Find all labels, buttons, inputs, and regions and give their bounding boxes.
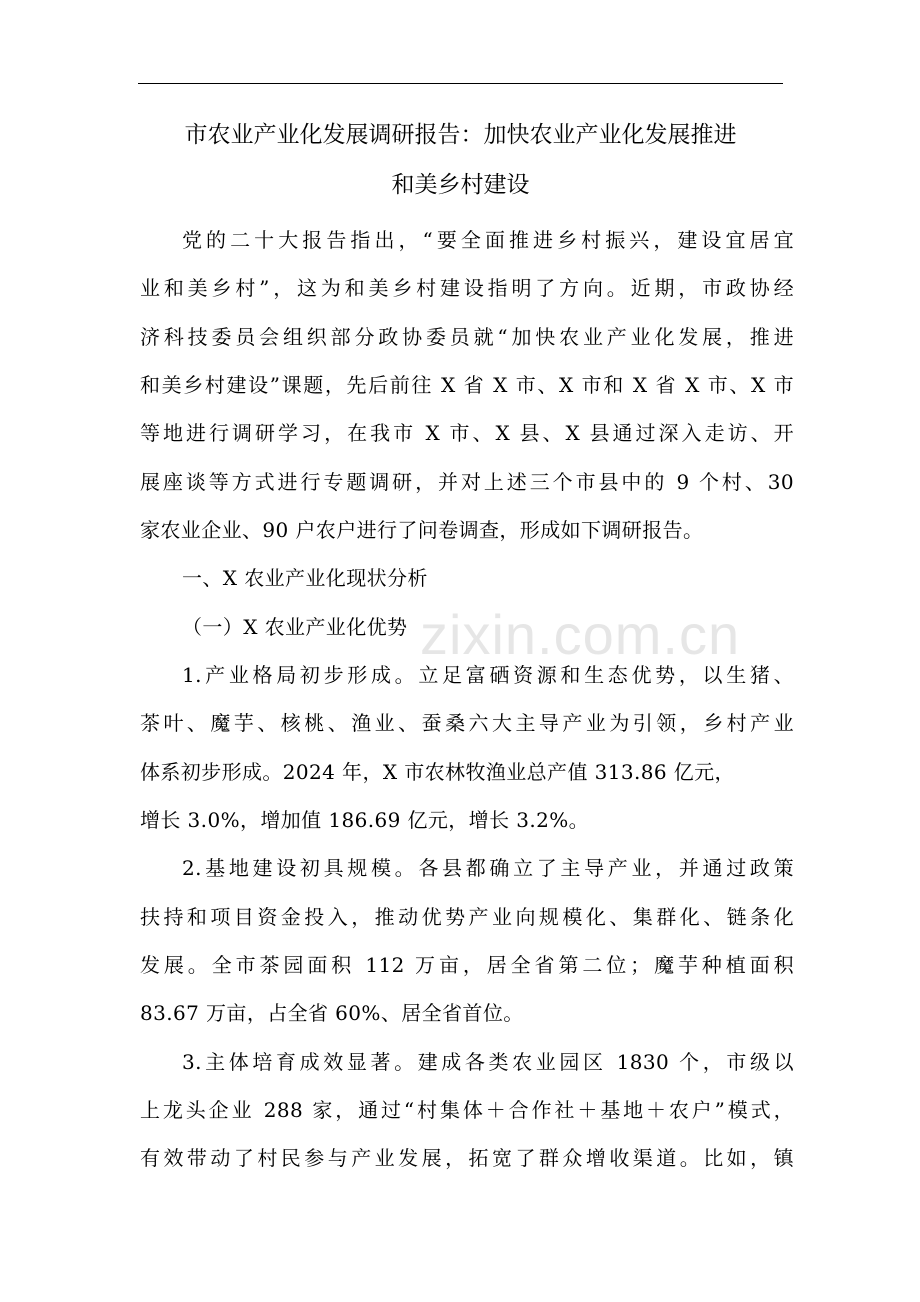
- paragraph-1-line-5: 等地进行调研学习，在我市 X 市、X 县、X 县通过深入走访、开: [140, 421, 794, 445]
- item-3-line-1: 3.主体培育成效显著。建成各类农业园区 1830 个，市级以: [182, 1050, 794, 1074]
- document-title-line-1: 市农业产业化发展调研报告：加快农业产业化发展推进: [184, 122, 737, 148]
- item-3-line-2: 上龙头企业 288 家，通过“村集体＋合作社＋基地＋农户”模式，: [140, 1098, 794, 1122]
- header-rule: [138, 83, 783, 84]
- paragraph-1-line-6: 展座谈等方式进行专题调研，并对上述三个市县中的 9 个村、30: [140, 470, 794, 494]
- item-2-line-3: 发展。全市茶园面积 112 万亩，居全省第二位；魔芋种植面积: [140, 953, 794, 977]
- item-1-line-3: 体系初步形成。2024 年，X 市农林牧渔业总产值 313.86 亿元，: [140, 760, 735, 784]
- watermark-text: zixin.com.cn: [420, 603, 741, 666]
- section-heading-1: 一、X 农业产业化现状分析: [182, 566, 428, 590]
- item-2-line-1: 2.基地建设初具规模。各县都确立了主导产业，并通过政策: [182, 856, 794, 880]
- document-title-line-2: 和美乡村建设: [391, 172, 530, 198]
- item-1-line-4: 增长 3.0%，增加值 186.69 亿元，增长 3.2%。: [140, 808, 590, 832]
- paragraph-1-line-2: 业和美乡村”，这为和美乡村建设指明了方向。近期，市政协经: [140, 276, 794, 300]
- item-2-line-4: 83.67 万亩，占全省 60%、居全省首位。: [140, 1001, 524, 1025]
- subsection-heading-1: （一）X 农业产业化优势: [182, 615, 408, 639]
- paragraph-1-line-1: 党的二十大报告指出，“要全面推进乡村振兴，建设宜居宜: [182, 228, 794, 252]
- paragraph-1-line-3: 济科技委员会组织部分政协委员就“加快农业产业化发展，推进: [140, 325, 794, 349]
- item-1-line-2: 茶叶、魔芋、核桃、渔业、蚕桑六大主导产业为引领，乡村产业: [140, 711, 794, 735]
- item-2-line-2: 扶持和项目资金投入，推动优势产业向规模化、集群化、链条化: [140, 905, 794, 929]
- paragraph-1-line-7: 家农业企业、90 户农户进行了问卷调查，形成如下调研报告。: [140, 518, 704, 542]
- item-3-line-3: 有效带动了村民参与产业发展，拓宽了群众增收渠道。比如，镇: [140, 1146, 794, 1170]
- item-1-line-1: 1.产业格局初步形成。立足富硒资源和生态优势，以生猪、: [182, 663, 794, 687]
- paragraph-1-line-4: 和美乡村建设”课题，先后前往 X 省 X 市、X 市和 X 省 X 市、X 市: [140, 373, 794, 397]
